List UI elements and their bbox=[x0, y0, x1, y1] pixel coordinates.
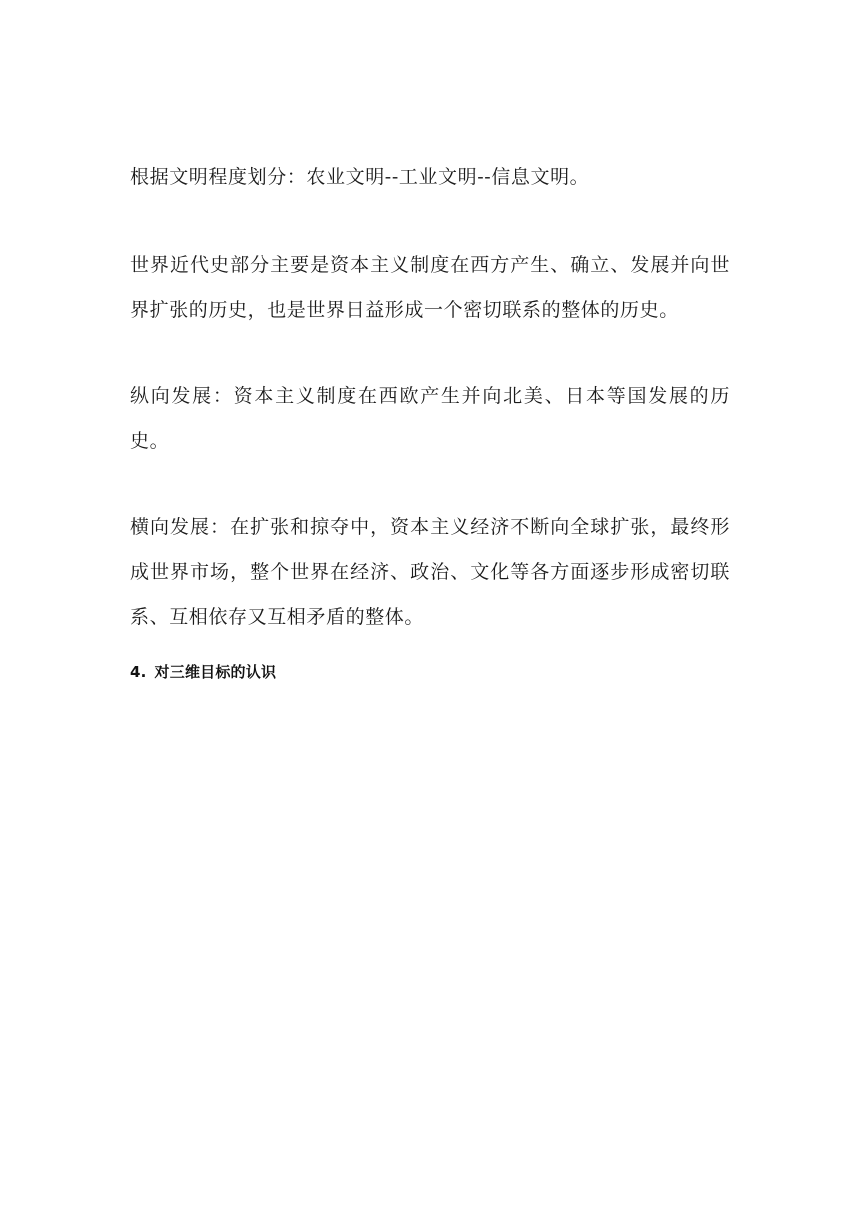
paragraph-civilization-levels: 根据文明程度划分：农业文明--工业文明--信息文明。 bbox=[130, 166, 590, 188]
section-heading bbox=[130, 658, 730, 686]
paragraph-modern-history-summary: 世界近代史部分主要是资本主义制度在西方产生、确立、发展并向世界扩张的历史，也是世界日益形成一个密切联系的整体的历史。 bbox=[130, 254, 730, 321]
paragraph-vertical-development: 纵向发展：资本主义制度在西欧产生并向北美、日本等国发展的历史。 bbox=[130, 385, 730, 452]
document-body bbox=[130, 155, 730, 686]
section-title: 对三维目标的认识 bbox=[154, 663, 277, 681]
section-number: 4. bbox=[130, 663, 147, 681]
paragraph-horizontal-development: 横向发展：在扩张和掠夺中，资本主义经济不断向全球扩张，最终形成世界市场，整个世界在经济、政治、文化等各方面逐步形成密切联系、互相依存又互相矛盾的整体。 bbox=[130, 516, 730, 628]
